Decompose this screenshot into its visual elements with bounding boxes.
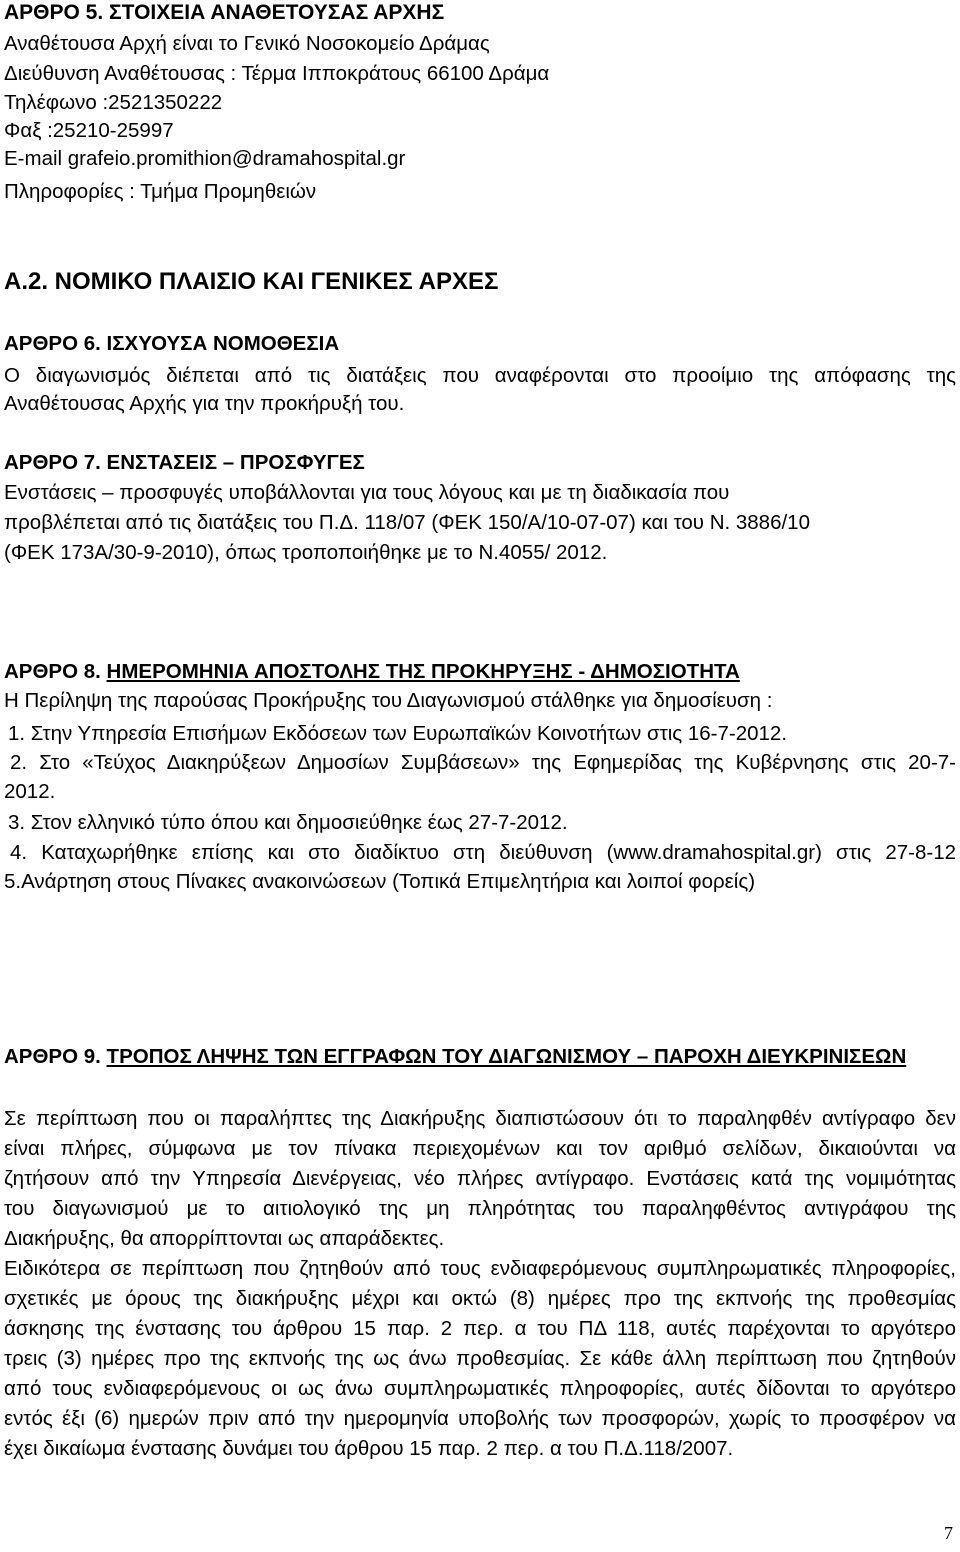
article7-title: ΕΝΣΤΑΣΕΙΣ – ΠΡΟΣΦΥΓΕΣ bbox=[106, 451, 365, 474]
article9-para2-line: από τους ενδιαφερόμενους οι ως άνω συμπληρωματικές πληροφορίες, αυτές δίδονται το αργότερο bbox=[4, 1377, 956, 1400]
article9-para2-line: τρεις (3) ημέρες προ της εκπνοής της ως άνω προθεσμίας. Σε κάθε άλλη περίπτωση που ζητηθούν bbox=[4, 1347, 956, 1370]
article9-para1-line: είναι πλήρες, σύμφωνα με τον πίνακα περιεχομένων και τον αριθμό σελίδων, δικαιούνται να bbox=[4, 1137, 956, 1160]
article9-para2-line: σχετικές με όρους της διακήρυξης μέχρι και οκτώ (8) ημέρες προ της εκπνοής της προθεσμίας bbox=[4, 1287, 956, 1310]
article6-line: Αναθέτουσας Αρχής για την προκήρυξή του. bbox=[4, 392, 405, 415]
contact-email: E-mail grafeio.promithion@dramahospital.gr bbox=[4, 147, 406, 170]
article8-item: 1. Στην Υπηρεσία Επισήμων Εκδόσεων των Ευρωπαϊκών Κοινοτήτων στις 16-7-2012. bbox=[8, 722, 788, 745]
article7-heading bbox=[4, 450, 956, 476]
article9-para1-line: Σε περίπτωση που οι παραλήπτες της Διακήρυξης διαπιστώσουν ότι το παραληφθέν αντίγραφο δεν bbox=[4, 1107, 956, 1130]
contact-address: Διεύθυνση Αναθέτουσας : Τέρμα Ιπποκράτους 66100 Δράμα bbox=[4, 62, 550, 85]
section-a2-heading: Α.2. ΝΟΜΙΚΟ ΠΛΑΙΣΙΟ ΚΑΙ ΓΕΝΙΚΕΣ ΑΡΧΕΣ bbox=[4, 268, 499, 295]
article9-para1-line: του διαγωνισμού με το αιτιολογικό της μη πληρότητας του παραληφθέντος αντιγράφου της bbox=[4, 1197, 956, 1220]
article9-para2-line: εντός έξι (6) ημερών πριν από την ημερομηνία υποβολής των προσφορών, χωρίς το προσφέρον να bbox=[4, 1407, 956, 1430]
article8-title: ΗΜΕΡΟΜΗΝΙΑ ΑΠΟΣΤΟΛΗΣ ΤΗΣ ΠΡΟΚΗΡΥΞΗΣ - ΔΗΜΟΣΙΟΤΗΤΑ bbox=[106, 660, 740, 683]
article6-line: Ο διαγωνισμός διέπεται από τις διατάξεις που αναφέρονται στο προοίμιο της απόφασης της bbox=[4, 364, 956, 387]
article7-label: ΑΡΘΡΟ 7. bbox=[4, 451, 101, 474]
article8-label: ΑΡΘΡΟ 8. bbox=[4, 660, 101, 683]
article8-heading bbox=[4, 659, 956, 685]
article9-para2-line: Ειδικότερα σε περίπτωση που ζητηθούν από τους ενδιαφερόμενους συμπληρωματικές πληροφορίες, bbox=[4, 1257, 956, 1280]
contact-phone: Τηλέφωνο :2521350222 bbox=[4, 91, 223, 114]
article7-line: Ενστάσεις – προσφυγές υποβάλλονται για τους λόγους και με τη διαδικασία που bbox=[4, 481, 730, 504]
contact-authority: Αναθέτουσα Αρχή είναι το Γενικό Νοσοκομείο Δράμας bbox=[4, 32, 490, 55]
article6-label: ΑΡΘΡΟ 6. bbox=[4, 332, 101, 355]
article8-intro: Η Περίληψη της παρούσας Προκήρυξης του Διαγωνισμού στάλθηκε για δημοσίευση : bbox=[4, 689, 773, 712]
article9-para1-line: Διακήρυξης, θα απορρίπτονται ως απαράδεκτες. bbox=[4, 1227, 445, 1250]
contact-fax: Φαξ :25210-25997 bbox=[4, 119, 174, 142]
contact-info: Πληροφορίες : Τμήμα Προμηθειών bbox=[4, 180, 317, 203]
article9-para1-line: ζητήσουν από την Υπηρεσία Διενέργειας, νέο πλήρες αντίγραφο. Ενστάσεις κατά της νομιμότητας bbox=[4, 1167, 956, 1190]
article7-line: (ΦΕΚ 173Α/30-9-2010), όπως τροποποιήθηκε με το Ν.4055/ 2012. bbox=[4, 541, 608, 564]
article5-heading: ΑΡΘΡΟ 5. ΣΤΟΙΧΕΙΑ ΑΝΑΘΕΤΟΥΣΑΣ ΑΡΧΗΣ bbox=[4, 1, 445, 24]
article8-item: 5.Ανάρτηση στους Πίνακες ανακοινώσεων (Τοπικά Επιμελητήρια και λοιποί φορείς) bbox=[4, 870, 756, 893]
article9-title: ΤΡΟΠΟΣ ΛΗΨΗΣ ΤΩΝ ΕΓΓΡΑΦΩΝ ΤΟΥ ΔΙΑΓΩΝΙΣΜΟΥ – ΠΑΡΟΧΗ ΔΙΕΥΚΡΙΝΙΣΕΩΝ bbox=[106, 1045, 907, 1068]
article7-line: προβλέπεται από τις διατάξεις του Π.Δ. 118/07 (ΦΕΚ 150/Α/10-07-07) και του Ν. 3886/10 bbox=[4, 511, 810, 534]
article6-title: ΙΣΧΥΟΥΣΑ ΝΟΜΟΘΕΣΙΑ bbox=[106, 332, 340, 355]
page-number: 7 bbox=[944, 1523, 953, 1543]
article9-para2-line: έχει δικαίωμα ένστασης δυνάμει του άρθρου 15 παρ. 2 περ. α του Π.Δ.118/2007. bbox=[4, 1437, 734, 1460]
article8-item: 2012. bbox=[4, 780, 56, 803]
article9-heading bbox=[4, 1044, 956, 1070]
article9-para2-line: άσκησης της ένστασης του άρθρου 15 παρ. 2 περ. α του ΠΔ 118, αυτές παρέχονται το αργότερο bbox=[4, 1317, 956, 1340]
article9-label: ΑΡΘΡΟ 9. bbox=[4, 1045, 101, 1068]
article8-item: 3. Στον ελληνικό τύπο όπου και δημοσιεύθηκε έως 27-7-2012. bbox=[8, 811, 568, 834]
article8-item: 2. Στο «Τεύχος Διακηρύξεων Δημοσίων Συμβάσεων» της Εφημερίδας της Κυβέρνησης στις 20-7- bbox=[10, 751, 956, 774]
article8-item: 4. Καταχωρήθηκε επίσης και στο διαδίκτυο στη διεύθυνση (www.dramahospital.gr) στις 27-8-12 bbox=[10, 841, 956, 864]
article6-heading bbox=[4, 331, 956, 357]
